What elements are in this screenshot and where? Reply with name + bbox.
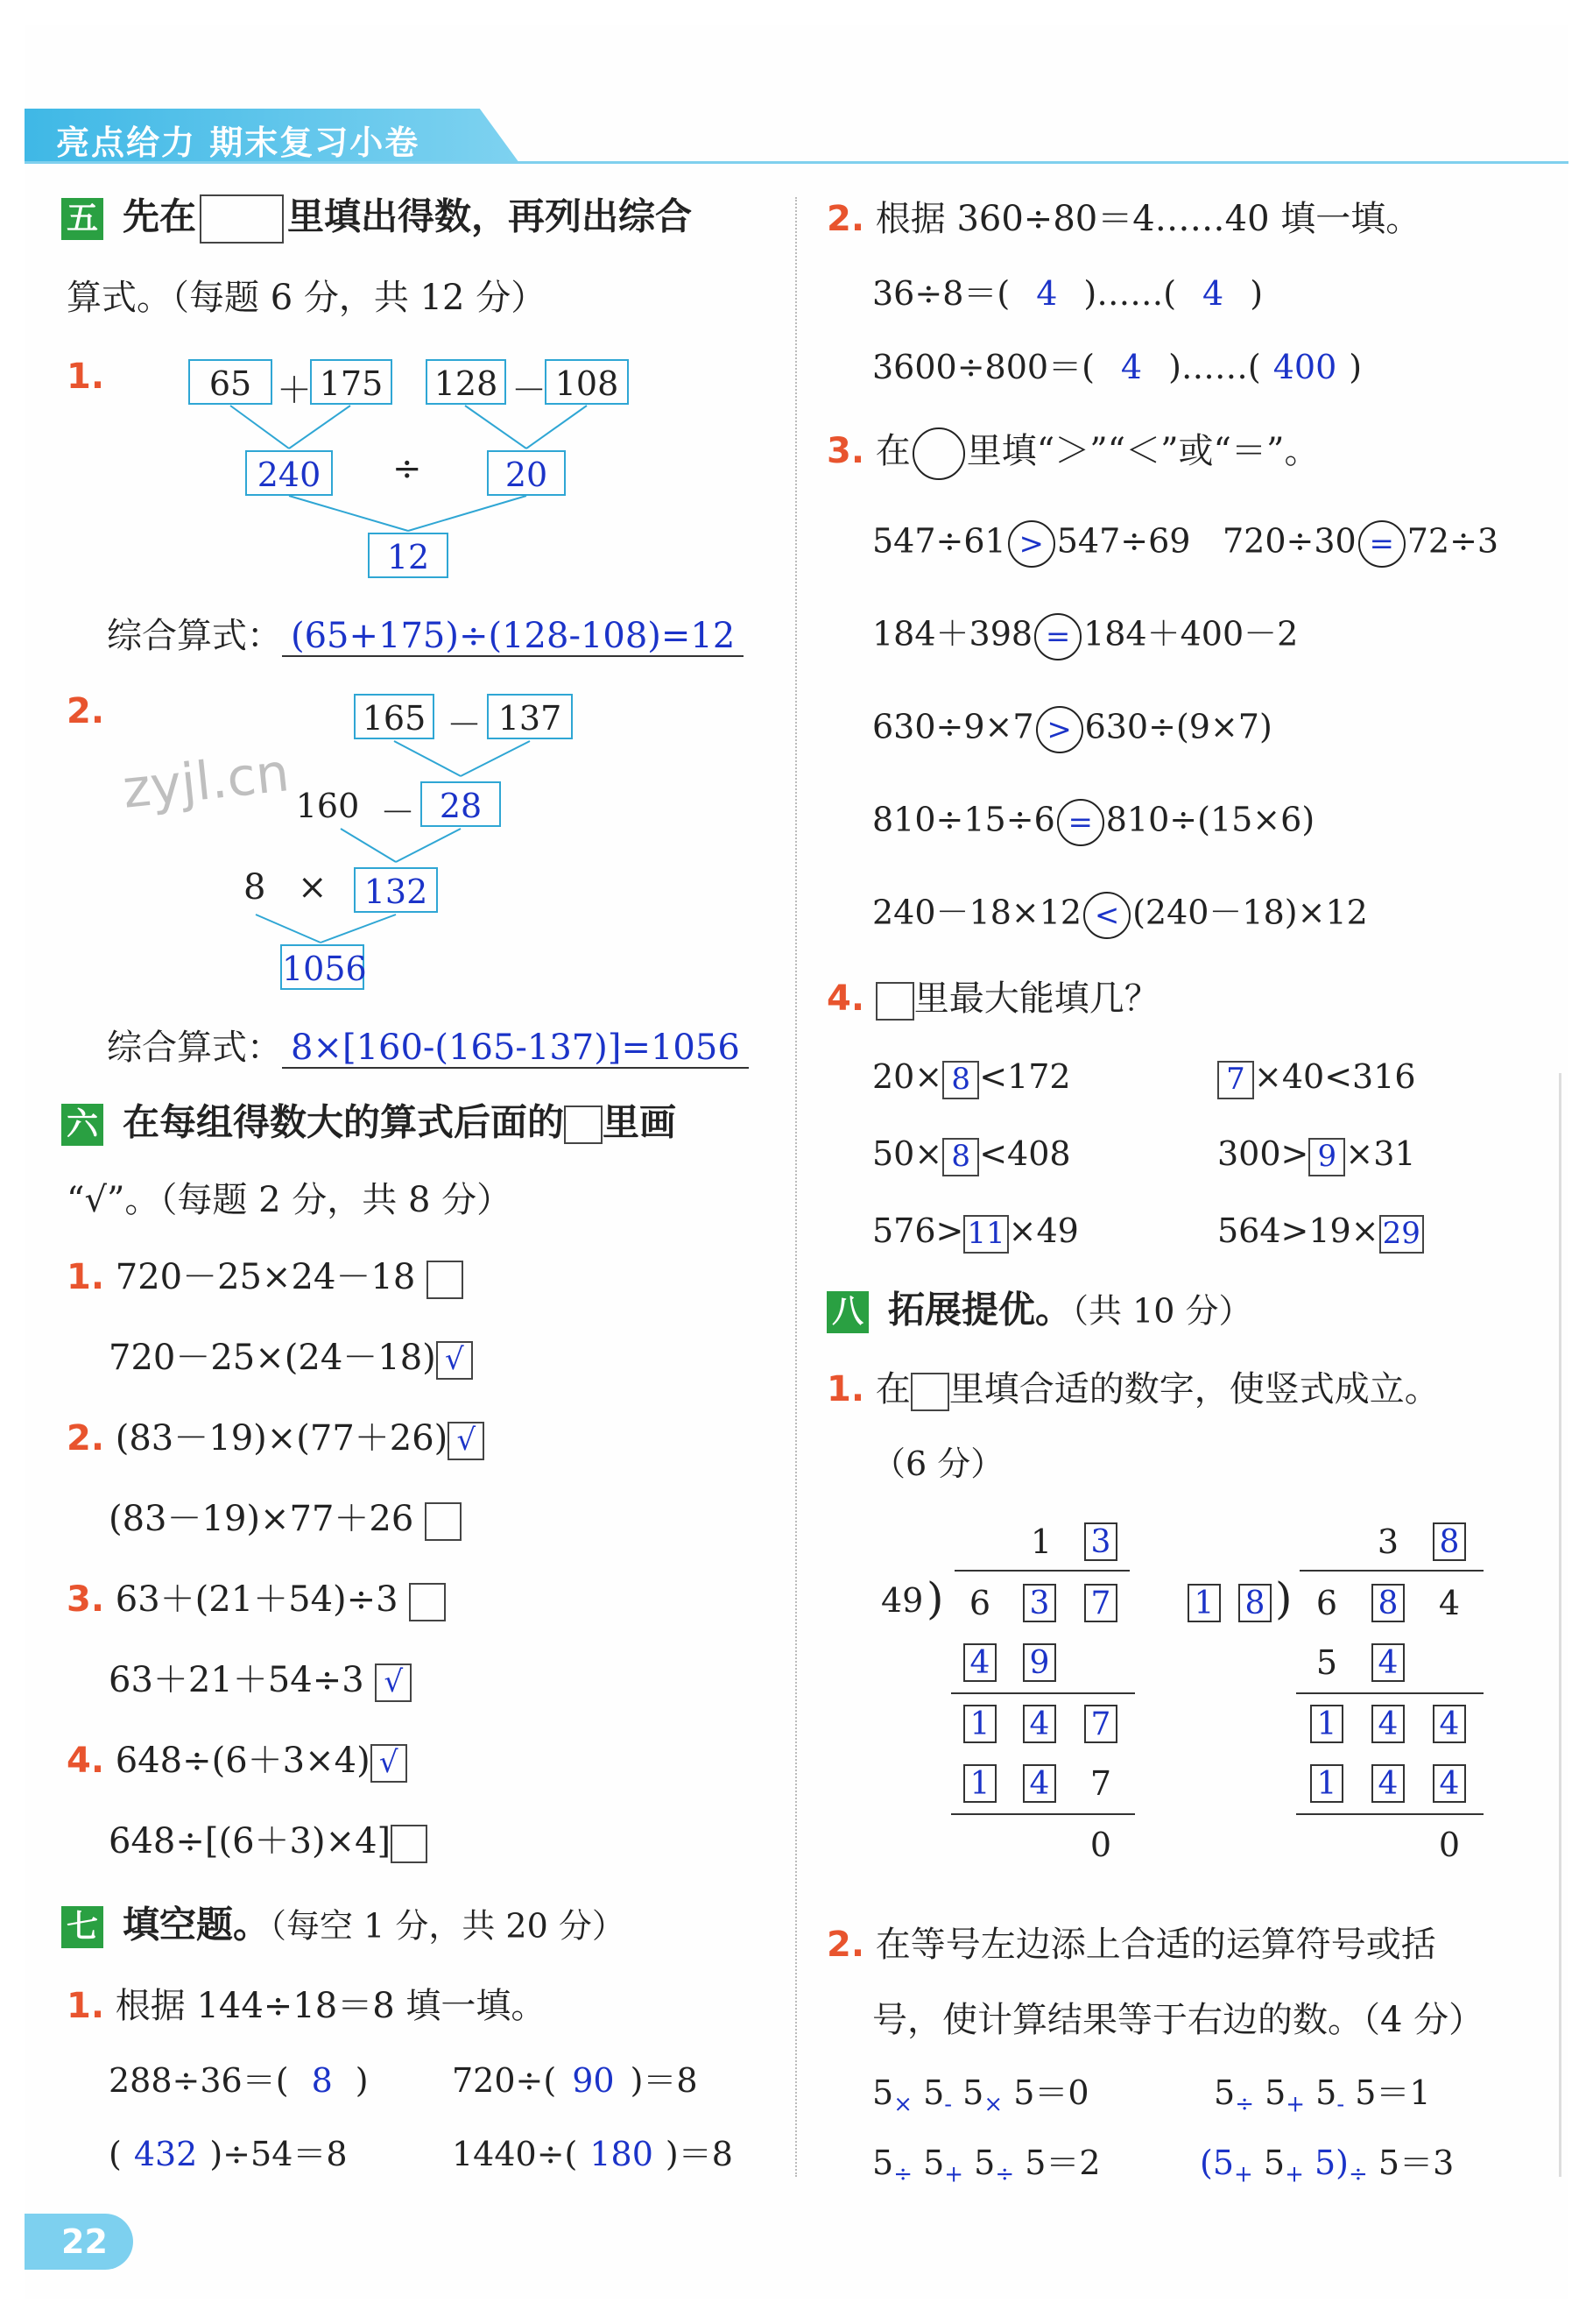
compare-row: 240－18×12 < (240－18)×12 <box>872 892 1368 939</box>
check-box <box>425 1502 462 1541</box>
digit-box: 3 <box>1084 1522 1117 1561</box>
digit-box: 1 <box>963 1705 997 1743</box>
division-bracket: ) <box>927 1573 944 1624</box>
compare-circle: = <box>1034 613 1082 660</box>
digit-box: 4 <box>1371 1764 1405 1803</box>
divisor: 49 <box>881 1581 924 1620</box>
compare-item: 4. 648÷(6＋3×4) √ <box>67 1743 407 1783</box>
estimate-row: 20× 8 <172 <box>872 1060 1071 1099</box>
digit-box: 1 <box>1188 1584 1221 1622</box>
tree-box: 108 <box>545 359 629 405</box>
section-badge: 八 <box>827 1291 869 1333</box>
compare-circle: < <box>1083 892 1131 939</box>
digit-box: 4 <box>1433 1764 1466 1803</box>
operator: × <box>298 867 328 908</box>
section-8-title: 八 拓展提优。（共 10 分） <box>827 1291 1252 1333</box>
compare-row: 720÷30 = 72÷3 <box>1223 520 1498 568</box>
tree-box: 128 <box>426 359 506 405</box>
question-text: 2. 根据 360÷80＝4……40 填一填。 <box>827 199 1421 239</box>
digit: 4 <box>1438 1584 1461 1622</box>
fill-line: 3600÷800＝( 4 )……( 400 ) <box>872 348 1363 386</box>
fill-line: 288÷36＝( 8 ) <box>109 2061 369 2100</box>
digit-box: 7 <box>1084 1584 1117 1622</box>
check-box <box>391 1825 427 1863</box>
check-box: √ <box>370 1744 407 1783</box>
digit-box: 4 <box>1023 1705 1056 1743</box>
question-text: 号，使计算结果等于右边的数。（4 分） <box>872 2000 1484 2040</box>
tree-box: 137 <box>487 694 573 739</box>
operator: ＋ <box>277 371 312 411</box>
tree-box: 175 <box>310 359 392 405</box>
tree-number: 8 <box>243 867 266 908</box>
tree-answer-box: 28 <box>420 781 501 827</box>
compare-circle: = <box>1057 799 1104 846</box>
digit-box: 4 <box>1371 1705 1405 1743</box>
digit-box: 1 <box>1310 1705 1343 1743</box>
compare-item: 648÷[(6＋3)×4] <box>109 1824 427 1863</box>
tree-answer-box: 12 <box>368 533 448 578</box>
estimate-row: 576> 11 ×49 <box>872 1214 1079 1254</box>
compare-row: 547÷61 > 547÷69 <box>872 520 1190 568</box>
section-badge: 五 <box>61 198 103 240</box>
division-bracket: ) <box>1275 1573 1293 1624</box>
section-6-title: 六 在每组得数大的算式后面的 里画 <box>61 1104 676 1146</box>
digit-box: 4 <box>1371 1643 1405 1682</box>
division-line <box>1296 1692 1484 1694</box>
digit-box: 1 <box>963 1764 997 1803</box>
digit-box: 3 <box>1023 1584 1056 1622</box>
question-text: 2. 在等号左边添上合适的运算符号或括 <box>827 1925 1436 1965</box>
operator: － <box>447 705 482 745</box>
digit: 0 <box>1089 1826 1112 1864</box>
check-box: √ <box>375 1664 412 1702</box>
question-text: 1. 在 里填合适的数字，使竖式成立。 <box>827 1369 1440 1409</box>
section-badge: 六 <box>61 1104 103 1146</box>
digit: 7 <box>1089 1764 1112 1803</box>
section-6-subtitle: “√”。（每题 2 分，共 8 分） <box>67 1180 512 1220</box>
fill-line: 36÷8＝( 4 )……( 4 ) <box>872 274 1264 313</box>
answer-box: 11 <box>963 1215 1008 1254</box>
compare-row: 184＋398 = 184＋400－2 <box>872 613 1298 660</box>
blank-box <box>564 1105 603 1144</box>
check-box <box>409 1583 446 1621</box>
fill-line: 1440÷( 180 )＝8 <box>452 2135 733 2173</box>
answer-box: 8 <box>942 1138 979 1176</box>
answer-box: 8 <box>942 1061 979 1099</box>
compare-circle: > <box>1036 706 1083 753</box>
tree-answer-box: 240 <box>245 450 333 496</box>
digit: 6 <box>1315 1584 1338 1622</box>
equation: $5_\div$ $5_+$ $5_\div$ 5＝2 <box>872 2144 1101 2188</box>
question-number: 2. <box>67 691 105 731</box>
digit: 0 <box>1438 1826 1461 1864</box>
digit-box: 4 <box>963 1643 997 1682</box>
compare-item: 1. 720－25×24－18 <box>67 1260 463 1299</box>
division-bar <box>1300 1570 1484 1572</box>
compare-item: (83－19)×77＋26 <box>109 1501 462 1541</box>
estimate-row: 50× 8 <408 <box>872 1137 1071 1176</box>
section-5-title: 五 先在 里填出得数，再列出综合 <box>61 194 692 244</box>
division-line <box>1296 1813 1484 1815</box>
formula-answer: (65+175)÷(128-108)=12 <box>282 618 744 657</box>
check-box: √ <box>448 1422 484 1460</box>
watermark: zyjl.cn <box>119 742 293 821</box>
tree-answer-box: 20 <box>487 450 566 496</box>
tree-box: 165 <box>354 694 434 739</box>
digit-box: 7 <box>1084 1705 1117 1743</box>
check-box: √ <box>436 1341 473 1380</box>
section-7-title: 七 填空题。（每空 1 分，共 20 分） <box>61 1906 625 1948</box>
column-divider <box>795 197 797 2177</box>
formula-answer: 8×[160-(165-137)]=1056 <box>282 1030 749 1069</box>
page-number: 22 <box>25 2214 133 2270</box>
operator: － <box>511 371 546 411</box>
digit-box: 8 <box>1371 1584 1405 1622</box>
tree-answer-box: 1056 <box>280 944 364 990</box>
formula-line: 综合算式： 8×[160-(165-137)]=1056 <box>107 1030 749 1069</box>
answer-box: 29 <box>1379 1215 1424 1254</box>
empty-circle <box>913 427 965 480</box>
estimate-row: 564>19× 29 <box>1217 1214 1424 1254</box>
check-box <box>426 1261 463 1299</box>
operator: － <box>380 793 415 833</box>
digit: 6 <box>969 1584 991 1622</box>
compare-item: 2. (83－19)×(77＋26) √ <box>67 1421 484 1460</box>
blank-box <box>911 1373 949 1411</box>
digit-box: 8 <box>1238 1584 1272 1622</box>
digit-box: 4 <box>1023 1764 1056 1803</box>
tree-box: 65 <box>188 359 272 405</box>
formula-line: 综合算式： (65+175)÷(128-108)=12 <box>107 618 744 657</box>
blank-box <box>876 982 914 1021</box>
digit: 5 <box>1315 1643 1338 1682</box>
question-number: 1. <box>67 357 105 397</box>
digit: 3 <box>1377 1522 1399 1561</box>
estimate-row: 300> 9 ×31 <box>1217 1137 1416 1176</box>
estimate-row: 7 ×40<316 <box>1217 1060 1416 1099</box>
section-5-subtitle: 算式。（每题 6 分，共 12 分） <box>67 278 546 318</box>
answer-box: 9 <box>1308 1138 1345 1176</box>
fill-line: ( 432 )÷54＝8 <box>109 2135 348 2173</box>
compare-circle: > <box>1008 520 1055 568</box>
question-text: 3. 在 里填“＞”“＜”或“＝”。 <box>827 427 1319 480</box>
compare-row: 810÷15÷6 = 810÷(15×6) <box>872 799 1315 846</box>
equation: $5_\div$ $5_+$ $5_-$ 5＝1 <box>1214 2073 1431 2118</box>
compare-circle: = <box>1358 520 1406 568</box>
question-score: （6 分） <box>872 1445 1004 1483</box>
digit-box: 1 <box>1310 1764 1343 1803</box>
compare-item: 720－25×(24－18) √ <box>109 1340 473 1380</box>
answer-box: 7 <box>1217 1061 1254 1099</box>
header-title: 亮点给力 期末复习小卷 <box>56 124 420 162</box>
section-badge: 七 <box>61 1906 103 1948</box>
digit-box: 9 <box>1023 1643 1056 1682</box>
tree-answer-box: 132 <box>354 867 438 913</box>
question-text: 1. 根据 144÷18＝8 填一填。 <box>67 1986 546 2026</box>
compare-row: 630÷9×7 > 630÷(9×7) <box>872 706 1272 753</box>
division-line <box>951 1813 1135 1815</box>
digit-box: 4 <box>1433 1705 1466 1743</box>
equation: $5_\times$ $5_-$ $5_\times$ 5＝0 <box>872 2073 1089 2118</box>
compare-item: 3. 63＋(21＋54)÷3 <box>67 1582 446 1621</box>
division-line <box>951 1692 1135 1694</box>
operator: ÷ <box>392 449 422 489</box>
fill-line: 720÷( 90 )＝8 <box>452 2061 698 2100</box>
digit-box: 8 <box>1433 1522 1466 1561</box>
compare-item: 63＋21＋54÷3 √ <box>109 1663 412 1702</box>
tree-box: 160 <box>295 787 360 825</box>
question-text: 4. 里最大能填几？ <box>827 978 1160 1019</box>
digit: 1 <box>1030 1522 1053 1561</box>
equation: ($5_+$ $5_+$ $5)_\div$ 5＝3 <box>1200 2144 1455 2188</box>
division-bar <box>955 1570 1130 1572</box>
page-edge <box>1559 1073 1561 2177</box>
blank-box <box>200 194 284 244</box>
